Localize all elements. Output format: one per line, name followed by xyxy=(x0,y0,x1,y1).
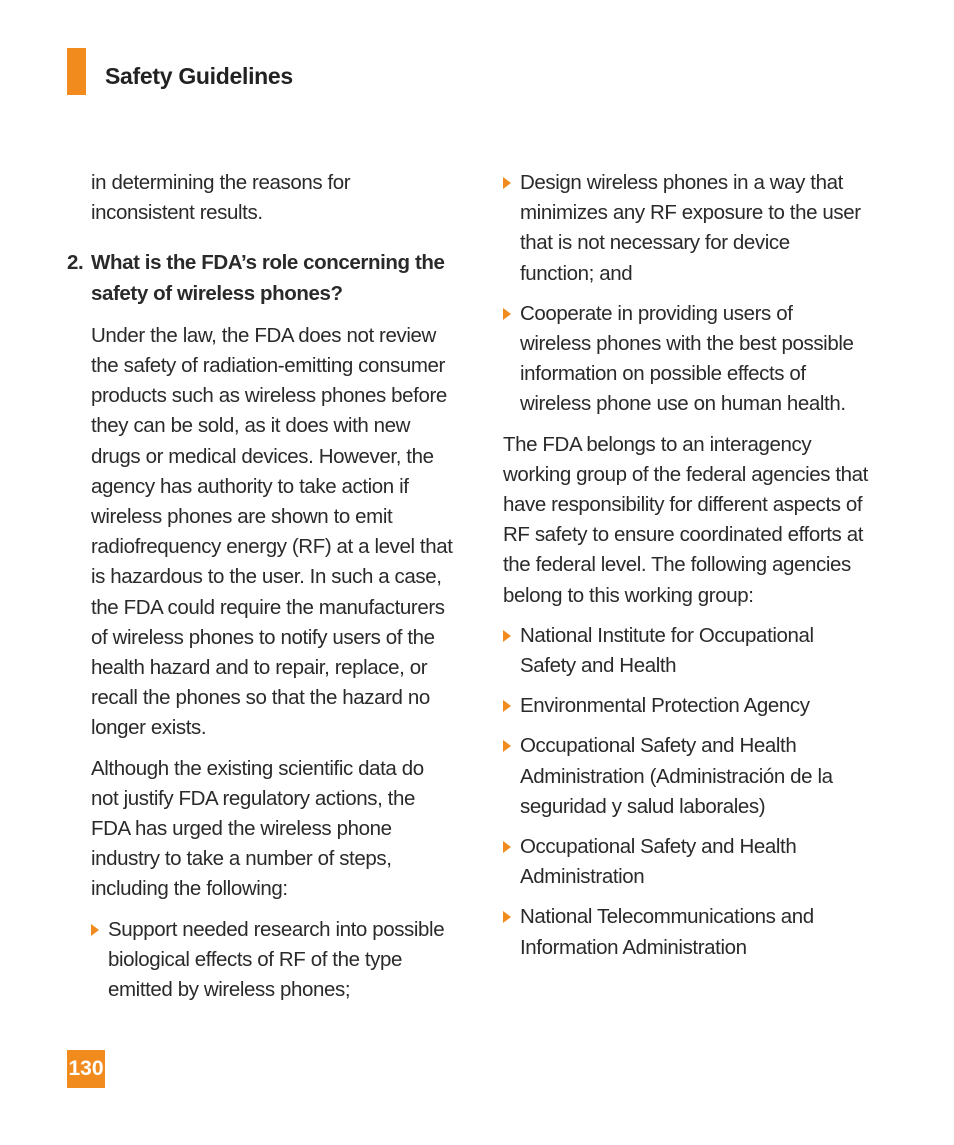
list-item xyxy=(503,168,868,289)
list-item-text: National Institute for Occupational Safety and Health xyxy=(520,623,814,678)
list-item xyxy=(503,299,868,420)
list-item xyxy=(503,691,868,721)
bullet-arrow-icon xyxy=(503,740,511,752)
question-text: What is the FDA’s role concerning the safety of wireless phones? xyxy=(91,251,445,305)
list-item-text: Environmental Protection Agency xyxy=(520,694,810,718)
steps-list xyxy=(91,915,456,1006)
list-item-text: Occupational Safety and Health Administration xyxy=(520,835,797,889)
steps-list xyxy=(503,168,868,420)
list-item xyxy=(503,832,868,892)
list-item-text: Support needed research into possible biological effects of RF of the type emitted by wireless phones; xyxy=(108,917,445,1002)
right-column xyxy=(503,168,868,973)
intro-paragraph: in determining the reasons for inconsistent results. xyxy=(91,171,351,225)
list-item-text: Design wireless phones in a way that minimizes any RF exposure to the user that is not necessary for device function; and xyxy=(520,171,861,285)
body-paragraph: The FDA belongs to an interagency working group of the federal agencies that have responsibility for different aspects of RF safety to ensure coordinated efforts at the federal level. The following agencies belong to this working group: xyxy=(503,432,868,607)
left-column xyxy=(67,168,456,1015)
bullet-arrow-icon xyxy=(503,841,511,853)
bullet-arrow-icon xyxy=(91,924,99,936)
body-paragraph: Under the law, the FDA does not review the safety of radiation-emitting consumer products such as wireless phones before they can be sold, as it does with new drugs or medical devices. However, the agency has authority to take action if wireless phones are shown to emit radiofrequency energy (RF) at a level that is hazardous to the user. In such a case, the FDA could require the manufacturers of wireless phones to notify users of the health hazard and to repair, replace, or recall the phones so that the hazard no longer exists. xyxy=(91,323,453,740)
bullet-arrow-icon xyxy=(503,911,511,923)
question-heading xyxy=(67,248,456,308)
question-number: 2. xyxy=(67,251,84,275)
section-accent-bar xyxy=(67,48,86,95)
body-paragraph: Although the existing scientific data do not justify FDA regulatory actions, the FDA has urged the wireless phone industry to take a number of steps, including the following: xyxy=(91,756,424,901)
list-item xyxy=(503,621,868,681)
bullet-arrow-icon xyxy=(503,308,511,320)
agencies-list xyxy=(503,621,868,963)
list-item xyxy=(503,902,868,962)
page-number: 130 xyxy=(67,1050,105,1088)
list-item-text: Cooperate in providing users of wireless phones with the best possible information on possible effects of wireless phone use on human health. xyxy=(520,301,854,416)
list-item-text: Occupational Safety and Health Administration (Administración de la seguridad y salud laborales) xyxy=(520,734,833,818)
list-item xyxy=(503,731,868,822)
bullet-arrow-icon xyxy=(503,177,511,189)
bullet-arrow-icon xyxy=(503,700,511,712)
bullet-arrow-icon xyxy=(503,630,511,642)
list-item xyxy=(91,915,456,1006)
section-title: Safety Guidelines xyxy=(105,63,293,89)
list-item-text: National Telecommunications and Information Administration xyxy=(520,905,814,959)
